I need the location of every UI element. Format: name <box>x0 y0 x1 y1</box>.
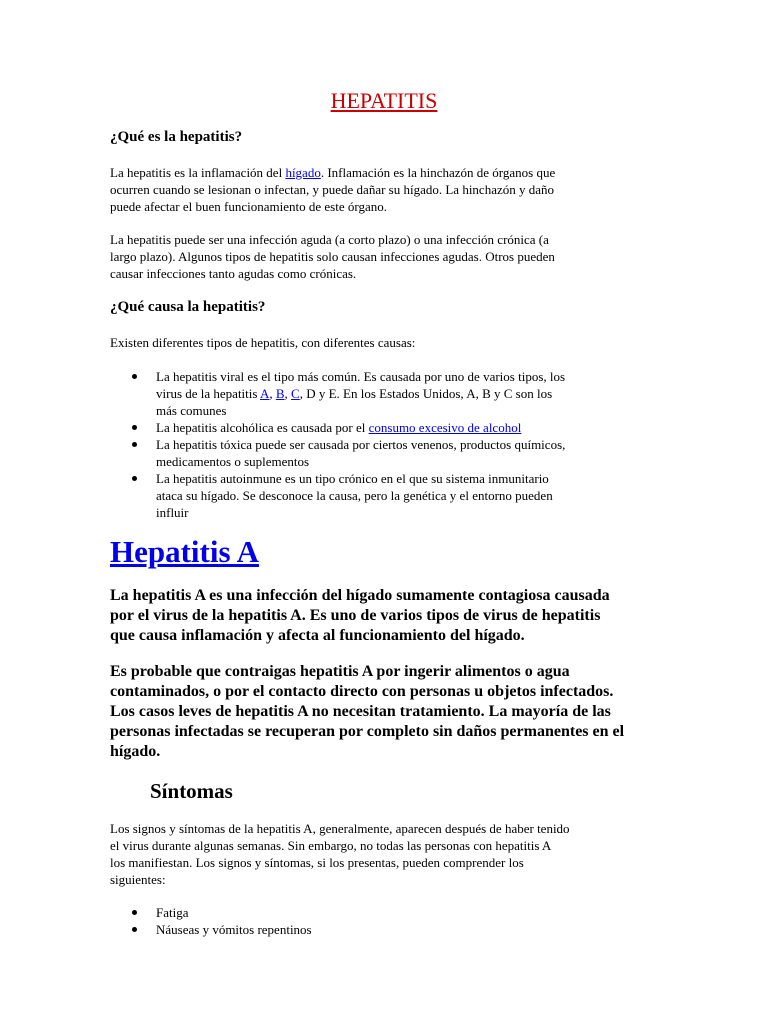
bullet-icon <box>132 425 137 430</box>
link-higado[interactable]: hígado <box>285 165 321 180</box>
link-alcohol-consumption[interactable]: consumo excesivo de alcohol <box>368 420 522 435</box>
paragraph-line: por el virus de la hepatitis A. Es uno de varios tipos de virus de hepatitis <box>110 607 601 624</box>
paragraph-line: siguientes: <box>110 872 166 887</box>
list-item: Fatiga <box>110 904 670 921</box>
list-item: La hepatitis viral es el tipo más común. Es causada por uno de varios tipos, los virus de la hepatitis A, B, C, D y E. En los Estados Unidos, A, B y C son los más comunes <box>110 368 670 419</box>
bullet-icon <box>132 374 137 379</box>
list-item: La hepatitis autoinmune es un tipo crónico en el que su sistema inmunitario ataca su hígado. Se desconoce la causa, pero la genética y el entorno pueden influir <box>110 470 670 521</box>
bullet-icon <box>132 442 137 447</box>
bullet-icon <box>132 927 137 932</box>
list-item: Náuseas y vómitos repentinos <box>110 921 670 938</box>
paragraph-line: contaminados, o por el contacto directo con personas u objetos infectados. <box>110 683 614 700</box>
paragraph-acute-chronic <box>110 231 650 282</box>
paragraph-definition <box>110 164 650 215</box>
paragraph-line: La hepatitis es la inflamación del hígado. Inflamación es la hinchazón de órganos que <box>110 165 556 180</box>
link-hepatitis-c[interactable]: C <box>291 386 300 401</box>
paragraph-line: Los signos y síntomas de la hepatitis A, generalmente, aparecen después de haber tenido <box>110 821 570 836</box>
paragraph-line: La hepatitis puede ser una infección aguda (a corto plazo) o una infección crónica (a <box>110 232 549 247</box>
heading-hepatitis-a-link[interactable]: Hepatitis A <box>110 534 259 569</box>
heading-what-is-hepatitis: ¿Qué es la hepatitis? <box>110 129 243 145</box>
paragraph-line: causar infecciones tanto agudas como crónicas. <box>110 266 357 281</box>
paragraph-line: Es probable que contraigas hepatitis A por ingerir alimentos o agua <box>110 663 570 680</box>
paragraph-line: puede afectar el buen funcionamiento de este órgano. <box>110 199 387 214</box>
paragraph-line: ocurren cuando se lesionan o infectan, y puede dañar su hígado. La hinchazón y daño <box>110 182 555 197</box>
paragraph-line: Existen diferentes tipos de hepatitis, con diferentes causas: <box>110 335 416 350</box>
list-item: La hepatitis alcohólica es causada por el consumo excesivo de alcohol <box>110 419 670 436</box>
bullet-icon <box>132 910 137 915</box>
symptoms-list <box>110 904 670 938</box>
list-item: La hepatitis tóxica puede ser causada por ciertos venenos, productos químicos, medicamentos o suplementos <box>110 436 670 470</box>
heading-symptoms: Síntomas <box>150 779 233 803</box>
paragraph-line: que causa inflamación y afecta al funcionamiento del hígado. <box>110 627 525 644</box>
paragraph-hepatitis-a-intro <box>110 586 670 646</box>
paragraph-line: La hepatitis A es una infección del hígado sumamente contagiosa causada <box>110 587 610 604</box>
page-title: HEPATITIS <box>330 88 438 113</box>
bullet-icon <box>132 476 137 481</box>
paragraph-line: personas infectadas se recuperan por completo sin daños permanentes en el <box>110 723 625 740</box>
paragraph-line: largo plazo). Algunos tipos de hepatitis solo causan infecciones agudas. Otros pueden <box>110 249 555 264</box>
paragraph-line: hígado. <box>110 743 161 760</box>
paragraph-line: Los casos leves de hepatitis A no necesitan tratamiento. La mayoría de las <box>110 703 611 720</box>
link-hepatitis-b[interactable]: B <box>275 386 285 401</box>
paragraph-line: el virus durante algunas semanas. Sin embargo, no todas las personas con hepatitis A <box>110 838 552 853</box>
causes-list <box>110 368 670 521</box>
paragraph-symptoms <box>110 820 650 888</box>
paragraph-causes-intro <box>110 334 650 351</box>
paragraph-hepatitis-a-transmission <box>110 662 670 762</box>
paragraph-line: los manifiestan. Los signos y síntomas, si los presentas, pueden comprender los <box>110 855 524 870</box>
heading-causes: ¿Qué causa la hepatitis? <box>110 299 266 315</box>
link-hepatitis-a[interactable]: A <box>259 386 270 401</box>
